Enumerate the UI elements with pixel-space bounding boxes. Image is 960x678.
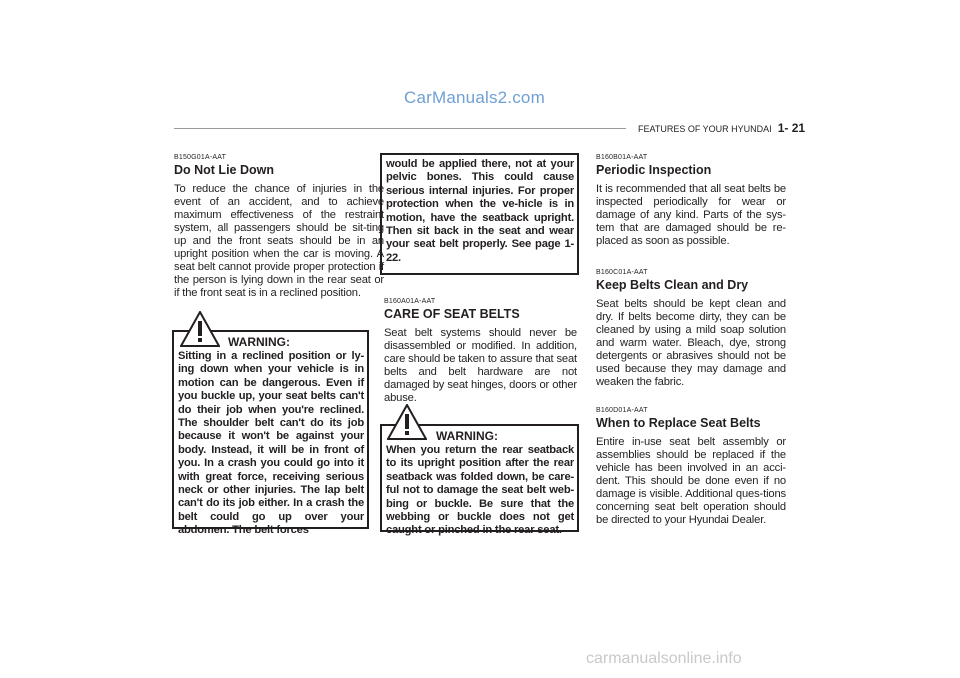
section-heading: Do Not Lie Down [174,163,274,177]
section-heading: Keep Belts Clean and Dry [596,278,749,292]
page-number: 1- 21 [777,121,806,135]
left-column [174,154,384,300]
section-body: Seat belts should be kept clean and dry. If belts become dirty, they can be cleaned by using a mild soap solution and warm water. Bleach, dye, strong detergents or abrasives should not be used because they may damage and weaken the fabric. [596,298,786,388]
middle-column [384,298,577,405]
warning-text: When you return the rear seatback to its upright position after the rear seatback was folded down, be care-ful not to damage the seat belt web-bing or buckle. Be sure that the webbing or buckle does not get caught or pinched in the rear seat. [386,444,574,537]
watermark-bottom: carmanualsonline.info [586,650,742,667]
warning-box-left [172,330,369,537]
section-code: B160A01A-AAT [384,298,436,305]
section-code: B150G01A-AAT [174,154,227,161]
warning-title: WARNING: [228,335,290,349]
warning-title: WARNING: [436,429,498,443]
section-body: Entire in-use seat belt assembly or assemblies should be replaced if the vehicle has been involved in an acci-dent. This should be done even if no damage is visible. Additional ques-tions concerning seat belt operation should be directed to your Hyundai Dealer. [596,436,786,526]
section-code: B160D01A-AAT [596,407,648,414]
warning-continued-box [380,153,579,275]
warning-triangle-icon [387,404,427,440]
right-section-3 [596,407,786,527]
warning-box-middle [380,424,579,537]
section-code: B160C01A-AAT [596,269,648,276]
right-section-2 [596,269,786,389]
section-body: It is recommended that all seat belts be inspected periodically for wear or damage of any kind. Parts of the sys-tem that are damaged should be re-placed as soon as possible. [596,183,786,247]
section-body: To reduce the chance of injuries in the event of an accident, and to achieve maximum effectiveness of the restraint system, all passengers should be sit-ting up and the front seats should be in an upright position when the car is moving. A seat belt cannot provide proper protection if the person is lying down in the rear seat or if the front seat is in a reclined position. [174,183,384,299]
section-body: Seat belt systems should never be disassembled or modified. In addition, care should be taken to assure that seat belts and belt hardware are not damaged by seat hinges, doors or other abuse. [384,327,578,404]
section-heading: Periodic Inspection [596,163,712,177]
page-header [638,121,805,135]
section-heading: CARE OF SEAT BELTS [384,307,520,321]
warning-triangle-icon [180,311,220,347]
section-title: FEATURES OF YOUR HYUNDAI [638,124,772,134]
right-section-1 [596,154,786,248]
header-rule [174,128,626,129]
warning-continued-text: would be applied there, not at your pelvic bones. This could cause serious internal injuries. For proper protection when the ve-hicle is in motion, have the seatback upright. Then sit back in the seat and wear your seat belt properly. See page 1-22. [386,158,574,264]
warning-text: Sitting in a reclined position or ly-ing down when your vehicle is in motion can be dangerous. Even if you buckle up, your seat belts can't do their job when you're reclined. The shoulder belt can't do its job because it won't be against your body. Instead, it will be in front of you. In a crash you could go into it with great force, receiving serious neck or other injuries. The lap belt can't do its job either. In a crash the belt could go up over your abdomen. The belt forces [178,350,364,537]
watermark-top: CarManuals2.com [404,88,545,107]
section-heading: When to Replace Seat Belts [596,416,761,430]
section-code: B160B01A-AAT [596,154,648,161]
